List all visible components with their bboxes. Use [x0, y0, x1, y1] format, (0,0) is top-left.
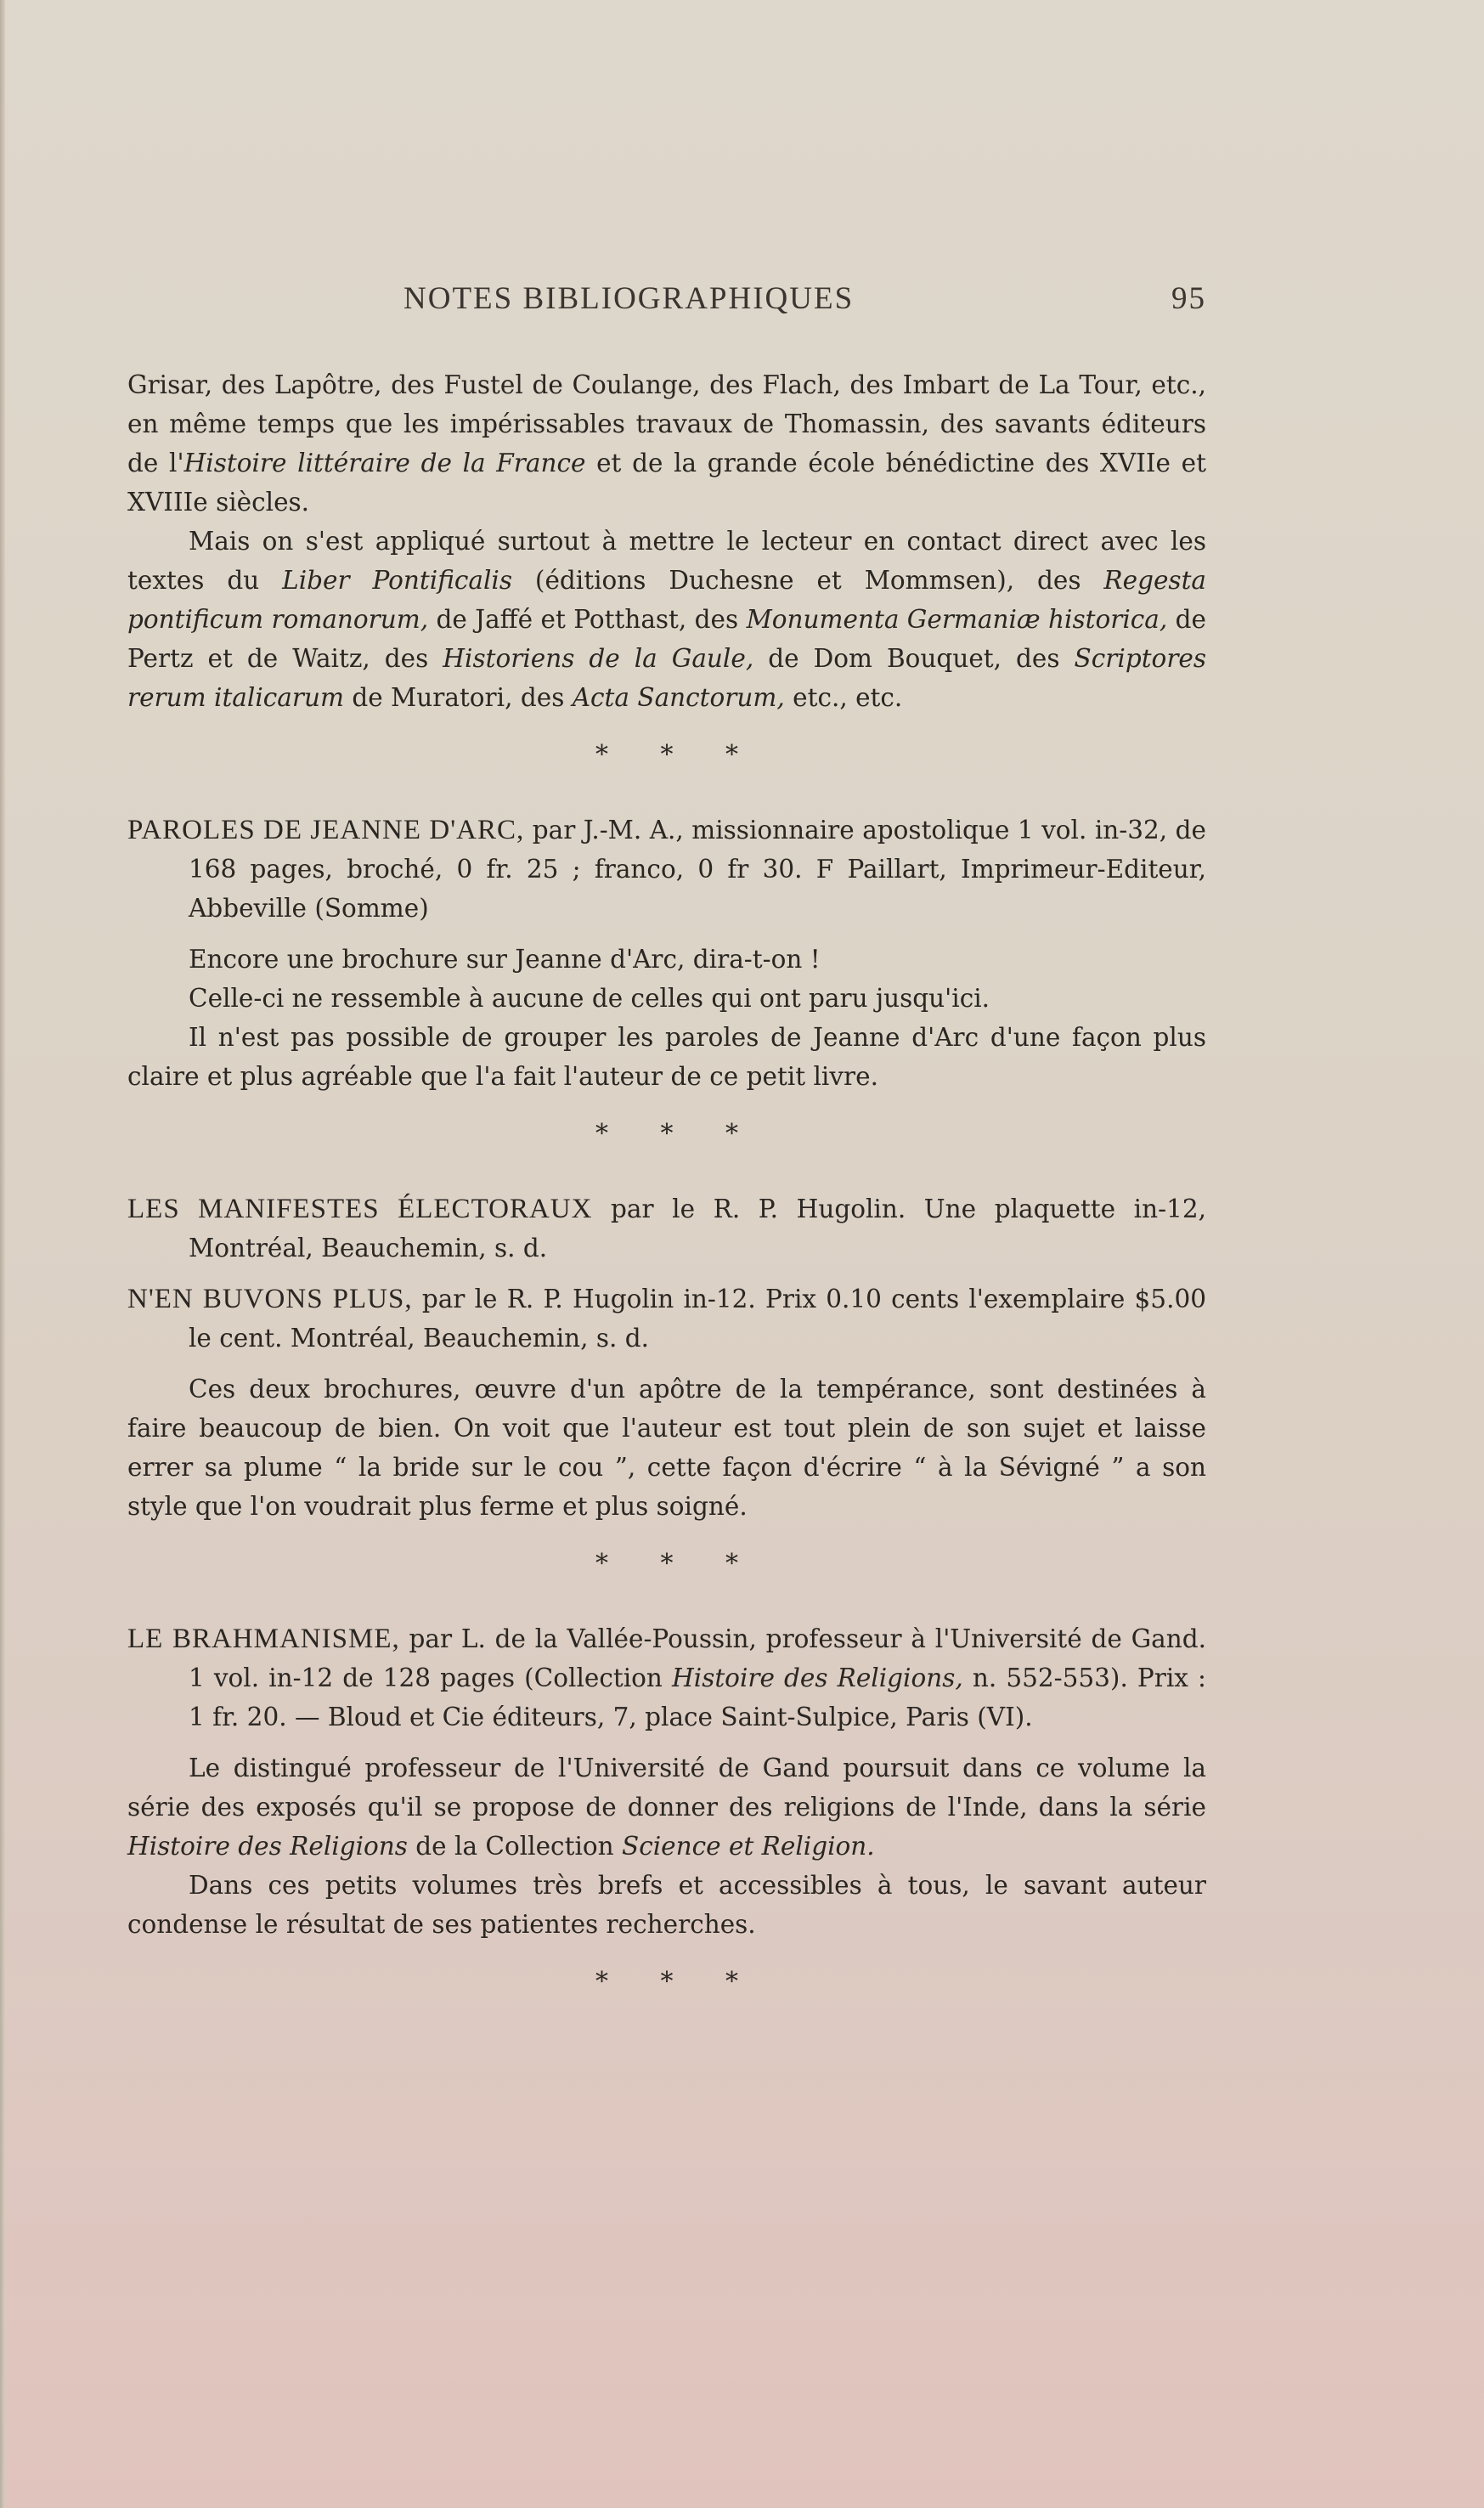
citation-text: par le R. P. Hugolin. Une plaquette in-12, Montréal, Beauchemin, s. d. [189, 1195, 1206, 1262]
review-paragraph: Encore une brochure sur Jeanne d'Arc, dira-t-on ! [189, 945, 821, 974]
review-text: Le distingué professeur de l'Université de Gand poursuit dans ce volume la série des exposés qu'il se propose de donner des religions de l'Inde, dans la série [127, 1754, 1206, 1822]
review-paragraph [127, 1748, 1206, 1866]
entry-heading: LES MANIFESTES ÉLECTORAUX [127, 1194, 593, 1224]
intro-text: Grisar, des Lapôtre, des Fustel de Coulange, des Flach, des Imbart de La Tour, etc., en même temps que les impérissables travaux de Thomassin, des savants éditeurs de l' [127, 370, 1206, 477]
review-text: de la Collection [407, 1832, 623, 1861]
intro-paragraph-2 [127, 522, 1206, 717]
intro-text: de Pertz et de Waitz, des [127, 605, 1206, 673]
italic-title: Regesta pontificum romanorum, [127, 566, 1207, 634]
page-edge-shadow [0, 0, 5, 2508]
running-head [127, 280, 1206, 331]
entry-citation-brahmanisme [127, 1619, 1206, 1737]
entry-heading: PAROLES DE JEANNE D'ARC, [127, 815, 525, 845]
entry-citation-manifestes [127, 1189, 1206, 1268]
book-page [127, 280, 1206, 2037]
entry-citation-jeanne-darc [127, 811, 1206, 928]
running-head-title: NOTES BIBLIOGRAPHIQUES [403, 281, 855, 316]
review-paragraph: Celle-ci ne ressemble à aucune de celles qui ont paru jusqu'ici. [189, 984, 990, 1013]
section-separator: * * * [595, 1119, 761, 1149]
entry-heading: N'EN BUVONS PLUS, [127, 1284, 413, 1314]
intro-text: de Muratori, des [343, 683, 573, 712]
intro-text: (éditions Duchesne et Mommsen), des [512, 566, 1104, 595]
citation-text: par L. de la Vallée-Poussin, professeur à l'Université de Gand. 1 vol. in-12 de 128 pages (Collection [189, 1624, 1206, 1692]
italic-title: Histoire littéraire de la France [183, 449, 586, 477]
entry-citation-nen-buvons-plus [127, 1279, 1206, 1358]
italic-title: Liber Pontificalis [282, 566, 513, 595]
citation-text: par J.-M. A., missionnaire apostolique 1 vol. in-32, de 168 pages, broché, 0 fr. 25 ; franco, 0 fr 30. F Paillart, Imprimeur-Editeur, Abbeville (Somme) [189, 816, 1206, 923]
intro-text: de Jaffé et Potthast, des [428, 605, 747, 634]
section-separator: * * * [595, 740, 761, 770]
page-number: 95 [1171, 281, 1206, 316]
citation-text: par le R. P. Hugolin in-12. Prix 0.10 cents l'exemplaire $5.00 le cent. Montréal, Beauchemin, s. d. [189, 1285, 1206, 1353]
italic-title: Scriptores rerum italicarum [127, 644, 1207, 712]
entry-heading: LE BRAHMANISME, [127, 1624, 400, 1654]
italic-title: Historiens de la Gaule, [443, 644, 754, 673]
intro-text: Mais on s'est appliqué surtout à mettre le lecteur en contact direct avec les textes du [127, 527, 1206, 595]
italic-title: Science et Religion. [622, 1832, 875, 1861]
section-separator: * * * [595, 1967, 761, 1997]
review-paragraph: Dans ces petits volumes très brefs et accessibles à tous, le savant auteur condense le résultat de ses patientes recherches. [127, 1871, 1206, 1939]
section-separator: * * * [595, 1549, 761, 1579]
italic-title: Histoire des Religions, [672, 1664, 963, 1692]
intro-text: etc., etc. [784, 683, 903, 712]
italic-title: Monumenta Germaniæ historica, [746, 605, 1168, 634]
intro-text: et de la grande école bénédictine des XVIIe et XVIIIe siècles. [127, 449, 1206, 517]
intro-paragraph-1 [127, 365, 1206, 522]
review-paragraph: Il n'est pas possible de grouper les paroles de Jeanne d'Arc d'une façon plus claire et plus agréable que l'a fait l'auteur de ce petit livre. [127, 1023, 1206, 1091]
review-paragraph: Ces deux brochures, œuvre d'un apôtre de la tempérance, sont destinées à faire beaucoup de bien. On voit que l'auteur est tout plein de son sujet et laisse errer sa plume “ la bride sur le cou ”, cette façon d'écrire “ à la Sévigné ” a son style que l'on voudrait plus ferme et plus soigné. [127, 1375, 1206, 1521]
italic-title: Histoire des Religions [127, 1832, 408, 1861]
italic-title: Acta Sanctorum, [572, 683, 785, 712]
intro-text: de Dom Bouquet, des [753, 644, 1075, 673]
citation-text: n. 552-553). Prix : 1 fr. 20. — Bloud et Cie éditeurs, 7, place Saint-Sulpice, Paris (VI). [189, 1664, 1206, 1731]
